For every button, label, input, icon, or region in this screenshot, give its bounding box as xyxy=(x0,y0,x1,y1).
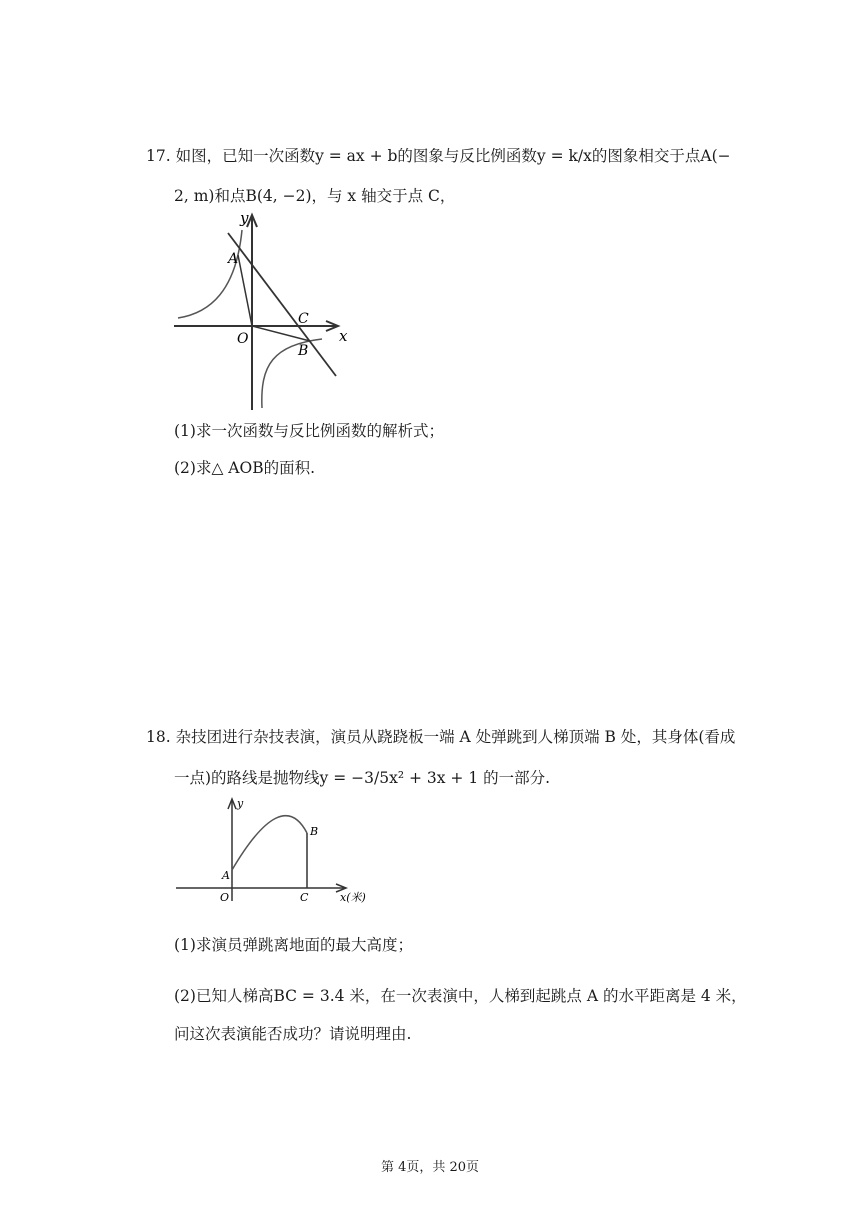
q18-line1: 18. 杂技团进行杂技表演，演员从跷跷板一端 A 处弹跳到人梯顶端 B 处，其身体(看成 xyxy=(146,728,736,746)
q17-part2: (2)求△ AOB的面积. xyxy=(174,459,316,477)
q18-label-A: A xyxy=(222,869,230,882)
q17-label-A: A xyxy=(228,251,239,267)
q18-label-C: C xyxy=(300,891,309,904)
q17-label-C: C xyxy=(298,311,309,327)
q17-segment-OA xyxy=(238,255,252,326)
q17-hyperbola-left xyxy=(178,230,242,318)
q17-label-x: x xyxy=(339,327,348,345)
q17-hyperbola-right xyxy=(262,339,322,408)
q17-part1: (1)求一次函数与反比例函数的解析式； xyxy=(174,422,444,440)
q18-label-x: x(米) xyxy=(340,891,366,904)
q17-segment-OB xyxy=(252,326,310,341)
q17-label-O: O xyxy=(237,331,249,347)
q18-part2-line1: (2)已知人梯高BC = 3.4 米，在一次表演中，人梯到起跳点 A 的水平距离是 4 米， xyxy=(174,987,747,1005)
q18-label-B: B xyxy=(310,825,319,838)
q18-part2-line2: 问这次表演能否成功？请说明理由. xyxy=(174,1025,412,1043)
q17-line1: 17. 如图，已知一次函数y = ax + b的图象与反比例函数y = k/x的图象相交于点A(− xyxy=(146,147,731,165)
q18-label-O: O xyxy=(220,891,230,904)
q18-label-y: y xyxy=(237,797,244,810)
q18-part1: (1)求演员弹跳离地面的最大高度； xyxy=(174,936,413,954)
q17-linear-line xyxy=(228,233,336,376)
q18-parabola xyxy=(232,816,307,870)
q17-line2: 2, m)和点B(4, −2)，与 x 轴交于点 C， xyxy=(174,187,456,205)
q17-label-B: B xyxy=(298,343,309,359)
q18-line2: 一点)的路线是抛物线y = −3/5x² + 3x + 1 的一部分. xyxy=(174,769,551,787)
q17-label-y: y xyxy=(240,209,249,227)
q17-figure xyxy=(170,205,355,415)
q18-figure xyxy=(172,795,377,910)
page-footer: 第 4页，共 20页 xyxy=(380,1160,480,1175)
